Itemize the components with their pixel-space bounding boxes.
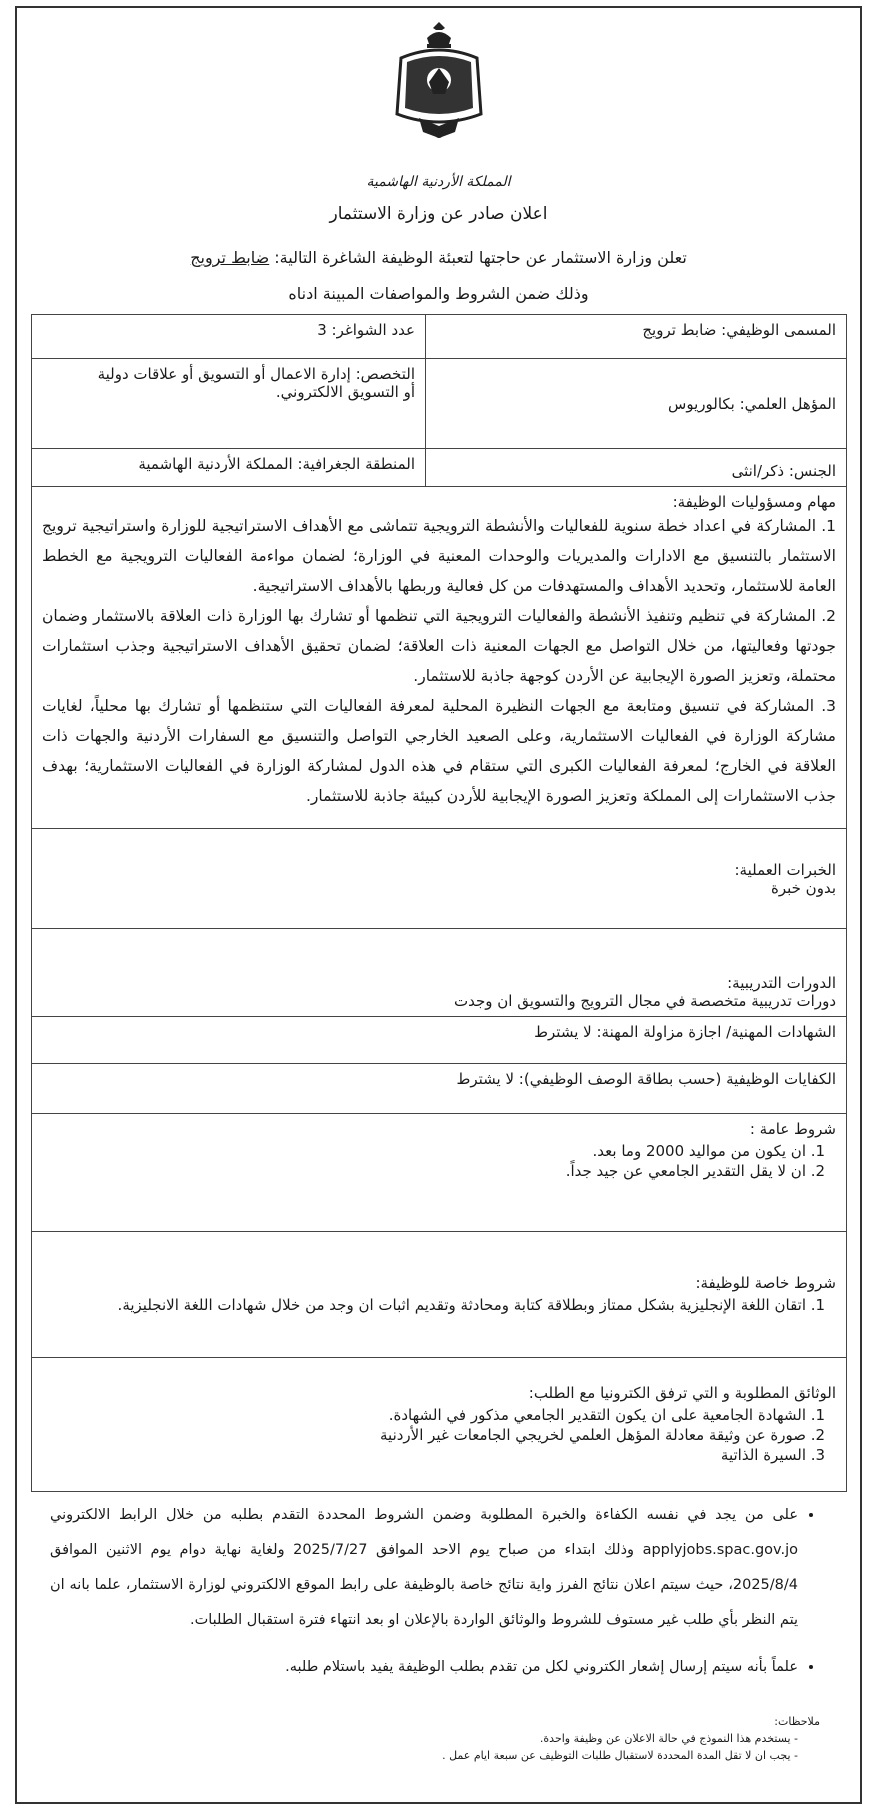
duty-item: 3. المشاركة في تنسيق ومتابعة مع الجهات النظيرة المحلية لمعرفة الفعاليات التي ستنظمها أو تشارك بها محلياً، لغايات مشاركة الوزارة في الفعاليات الاستثمارية، وعلى الصعيد الخارجي التواصل والتنسيق مع السفارات الأردنية والجهات ذات العلاقة في الخارج؛ لمعرفة الفعاليات الكبرى التي ستقام في هذه الدول لمشاركة الوزارة في الفعاليات الاستثمارية؛ بهدف جذب الاستثمارات إلى المملكة وتعزيز الصورة الإيجابية للأردن كبيئة جاذبة للاستثمار. (42, 697, 836, 805)
general-condition-item: 1. ان يكون من مواليد 2000 وما بعد. (42, 1142, 806, 1160)
certificates: الشهادات المهنية/ اجازة مزاولة المهنة: لا يشترط (534, 1023, 836, 1041)
experience-value: بدون خبرة (770, 878, 836, 897)
qualification-cell (426, 359, 847, 449)
special-conditions-title: شروط خاصة للوظيفة: (695, 1273, 836, 1292)
intro-prefix: تعلن وزارة الاستثمار عن حاجتها لتعبئة الوظيفة الشاغرة التالية: (274, 248, 687, 267)
notes-title: ملاحظات: (774, 1715, 820, 1728)
competencies: الكفايات الوظيفية (حسب بطاقة الوصف الوظيفي): لا يشترط (456, 1070, 836, 1088)
announcement-title: اعلان صادر عن وزارة الاستثمار (329, 204, 548, 224)
job-details-table (31, 314, 847, 1492)
specialization-line2: أو التسويق الالكتروني. (275, 383, 415, 401)
training-cell (32, 929, 847, 1017)
notes-section (50, 1713, 820, 1764)
instructions-list (50, 1498, 820, 1697)
jordan-emblem-icon (389, 22, 489, 142)
document-item: 2. صورة عن وثيقة معادلة المؤهل العلمي لخريجي الجامعات غير الأردنية (42, 1426, 806, 1444)
certificates-cell (32, 1017, 847, 1064)
document-item: 1. الشهادة الجامعية على ان يكون التقدير الجامعي مذكور في الشهادة. (42, 1406, 806, 1424)
intro-conditions: وذلك ضمن الشروط والمواصفات المبينة ادناه (288, 284, 589, 303)
kingdom-name: المملكة الأردنية الهاشمية (366, 174, 511, 190)
announcement-page (15, 6, 862, 1804)
intro-line (17, 248, 860, 267)
job-title: المسمى الوظيفي: ضابط ترويج (642, 321, 836, 339)
specialization-cell (32, 359, 426, 449)
general-condition-item: 2. ان لا يقل التقدير الجامعي عن جيد جداً. (42, 1162, 806, 1180)
general-conditions-cell (32, 1114, 847, 1232)
duty-item: 2. المشاركة في تنظيم وتنفيذ الأنشطة والفعاليات الترويجية التي تنظمها أو تشارك بها الوزارة ذات العلاقة بالاستثمار وضمان جودتها وفعاليتها، من خلال التواصل مع الجهات المعنية ذات العلاقة؛ لضمان تحقيق الأهداف الاستراتيجية وجذب استثمارات محتملة، وتعزيز الصورة الإيجابية عن الأردن كوجهة جاذبة للاستثمار. (42, 607, 836, 685)
instruction-item: • على من يجد في نفسه الكفاءة والخبرة المطلوبة وضمن الشروط المحددة التقدم بطلبه من خلال الرابط الالكتروني applyjobs.spac.gov.jo وذلك ابتداء من صباح يوم الاحد الموافق 2025/7/27 ولغاية نهاية دوام يوم الاثنين الموافق 2025/8/4، حيث سيتم اعلان نتائج الفرز واية نتائج خاصة بالوظيفة على رابط الموقع الالكتروني لوزارة الاستثمار، علما بانه ان يتم النظر بأي طلب غير مستوف للشروط والوثائق الواردة بالإعلان او بعد انتهاء فترة استقبال الطلبات. (50, 1498, 798, 1638)
document-item: 3. السيرة الذاتية (42, 1446, 806, 1464)
region: المنطقة الجغرافية: المملكة الأردنية الهاشمية (138, 455, 415, 473)
duties-title: مهام ومسؤوليات الوظيفة: (672, 493, 836, 511)
special-conditions-cell (32, 1232, 847, 1358)
duty-item: 1. المشاركة في اعداد خطة سنوية للفعاليات والأنشطة الترويجية تتماشى مع الأهداف الاستراتيجية للوزارة واستراتيجية ترويج الاستثمار بالتنسيق مع الادارات والمديريات والوحدات المعنية في الوزارة؛ لضمان مواءمة الفعاليات الترويجية مع الخطط العامة للاستثمار، وتحديد الأهداف والمستهدفات من كل فعالية وربطها بالأهداف الاستراتيجية. (42, 517, 836, 595)
general-conditions-title: شروط عامة : (749, 1120, 836, 1138)
training-title: الدورات التدريبية: (727, 974, 836, 992)
documents-title: الوثائق المطلوبة و التي ترفق الكترونيا مع الطلب: (528, 1383, 836, 1402)
job-title-cell (426, 315, 847, 359)
region-cell (32, 449, 426, 487)
vacancies-cell (32, 315, 426, 359)
documents-cell (32, 1358, 847, 1492)
training-value: دورات تدريبية متخصصة في مجال الترويج والتسويق ان وجدت (454, 992, 836, 1010)
note-item: - يجب ان لا تقل المدة المحددة لاستقبال طلبات التوظيف عن سبعة ايام عمل . (50, 1747, 798, 1764)
specialization-line1: التخصص: إدارة الاعمال أو التسويق أو علاقات دولية (97, 365, 415, 383)
intro-job: ضابط ترويج (190, 248, 270, 267)
qualification: المؤهل العلمي: بكالوريوس (668, 394, 836, 413)
competencies-cell (32, 1064, 847, 1114)
gender: الجنس: ذكر/انثى (731, 462, 836, 480)
gender-cell (426, 449, 847, 487)
duties-cell (32, 487, 847, 829)
special-condition-item: 1. اتقان اللغة الإنجليزية بشكل ممتاز وبطلاقة كتابة ومحادثة وتقديم اثبات ان وجد من خلال شهادات اللغة الانجليزية. (42, 1296, 806, 1314)
vacancies: عدد الشواغر: 3 (317, 321, 415, 339)
note-item: - يستخدم هذا النموذج في حالة الاعلان عن وظيفة واحدة. (50, 1730, 798, 1747)
experience-title: الخبرات العملية: (734, 860, 836, 879)
instruction-item: • علماً بأنه سيتم إرسال إشعار الكتروني لكل من تقدم بطلب الوظيفة يفيد باستلام طلبه. (50, 1650, 798, 1685)
experience-cell (32, 829, 847, 929)
